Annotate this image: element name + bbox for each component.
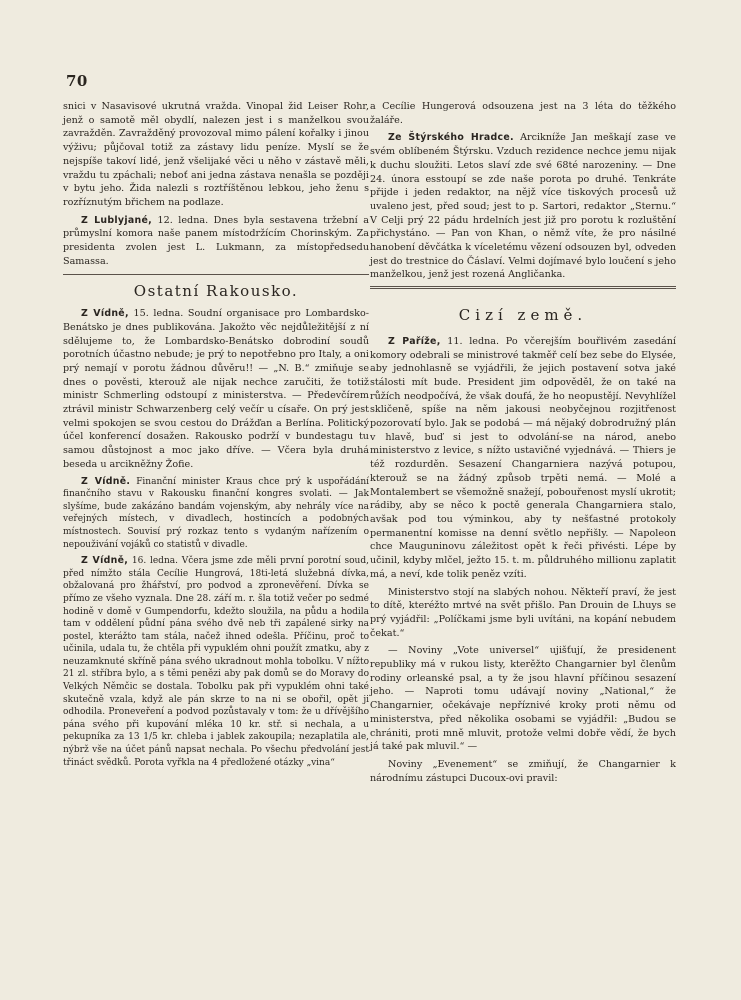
- dateline-place: Ze Štýrského Hradce.: [388, 132, 514, 144]
- article-paragraph: — Noviny „Vote universel“ ujišťují, že presidenent republiky má v rukou listy, kterěžto Changarnier byl členům rodiny orleanské psal, a ty že jsou hlavní příčinou sesazení jeho. — Naproti tomu udávají noviny „National,“ že Changarnier, očekávaje nepříznivé kroky proti němu od ministerstva, před několika osobami se vyjádřil: „Budou se chrániti, proti mně mluvit, protože velmi dobře vědí, že bych já také pak mluvil.“ —: [370, 645, 676, 753]
- article-paragraph: [63, 307, 369, 471]
- right-column: [370, 100, 676, 785]
- dateline-place: Z Vídně,: [81, 308, 129, 320]
- article-text: 16. ledna. Včera jsme zde měli první porotní soud, před nímžto stála Cecílie Hungrová, 18ti-letá služebná dívka, obžalovaná pro žhářství, pro podvod a zpronevěření. Dívka se přímo ze všeho vyznala. Dne 28. září m. r. šla totiž večer po sedmé hodině v domě v Gumpendorfu, kdežto sloužila, na půdu a hodila tam v oddělení půdní pána svého dvě neb tři zapálené sirky na postel, kterážto tam stála, načež ihned odešla. Příčinu, proč to učinila, udala tu, že chtěla při vypuklém ohni použít zmatku, aby z neuzamknuté skříně pána svého ukradnout mohla tobolku. V nížto 21 zl. stříbra bylo, a s těmi penězi aby pak domů se do Moravy do Velkých Němčic se dostala. Tobolku pak při vypuklém ohni také skutečně vzala, když ale pán skrze to na ni se obořil, opět ji odhodila. Proneveření a podvod pozůstavaly v tom: že u dřívějšího pána svého při kupování mléka 10 kr. stř. si nechala, a u pekupníka za 13 1/5 kr. chleba i jablek zakoupila; nezaplatila ale, nýbrž vše na účet pánů napsat nechala. Po všechu předvolání jest třináct svědků. Porota vyřkla na 4 předložené otázky „vina“: [63, 556, 369, 768]
- dateline-place: Z Vídně.: [81, 475, 131, 487]
- article-paragraph: snici v Nasavisové ukrutná vražda. Vinopal žid Leiser Rohr, jenž o samotě měl obydlí, nalezen jest i s manželkou svou zavražděn. Zavražděný provozoval mimo pálení kořalky i jinou výživu; půjčoval totiž za zástavy lidu peníze. Myslí se že nejspíše takoví lidé, jenž všelijaké věci u něho v zástavě měli, vraždu tu zpáchali; neboť ani jedna zástava nenašla se později v bytu jeho. Žida nalezli s roztříštěnou lebkou, jeho ženu s rozříznutým břichem na podlaze.: [63, 101, 369, 208]
- article-text: Finanční minister Kraus chce prý k uspořádání finančního stavu v Rakousku finanční kongres svolati. — Jak slyšíme, bude zakázáno bandám vojenským, aby nehrály více na veřejných místech, v divadlech, hostincích a podobných místnostech. Souvisí prý rozkaz tento s vydaným nařízením o nepouživání vojáků co statistů v divadle.: [63, 476, 369, 550]
- article-paragraph: [370, 131, 676, 282]
- page-number: 70: [66, 72, 88, 90]
- dateline-place: Z Vídně,: [81, 555, 129, 567]
- article-paragraph: [63, 214, 369, 269]
- article-text: Arcikníže Jan meškají zase ve svém oblíbeném Štýrsku. Vzduch rezidence nechce jemu nijak k duchu sloužiti. Letos slaví zde své 68té narozeniny. — Dne 24. února esstoupí se zde naše porota po druhé. Tenkráte přijde i jeden redaktor, na nějž více tiskových procesů už uvaleno jest, před soud; jest to p. Sartori, redaktor „Sternu.“ V Celji prý 22 pádu hrdelních jest již pro porotu k rozluštění přichystáno. — Pan von Khan, o němž víte, že pro násilné hanobení děvčátka k víceletému vězení odsouzen byl, odveden jest do trestnice do Čáslaví. Velmi dojímavé bylo loučení s jeho manželkou, jenž jest rozená Angličanka.: [370, 132, 676, 281]
- article-text: 11. ledna. Po včerejším bouřlivém zasedání komory odebrali se ministrové takměř celí bez sebe do Elysée, aby jednohlasně se vyjádřili, že jejich postavení sotva jaké stálosti mít bude. President jim odpověděl, že on také na růžích neodpočívá, že však doufá, že ho neopustějí. Nevyhlížel skličeně, spíše na něm jakousi neobyčejnou rozjitřenost pozorovatí bylo. Jak se podobá — má nějaký dobrodružný plán v hlavě, buď si jest to odvolání-se na národ, anebo ministerstvo z levice, s nížto ustavičné vyjednává. — Thiers je též rozdurděn. Sesazení Changarniera nazývá potupou, kterouž se na žádný způsob trpěti nemá. — Molé a Montalembert se všemožně snažejí, pobouřenost myslí ukrotit; rádiby, aby se něco k poctě generala Changarniera stalo, avšak pod tou výminkou, aby ty nešťastné protokoly permanentní komisse na denní světlo nepřišly. — Napoleon chce Mauguninovu záležitost opět k řeči přivésti. Lépe by učinil, kdyby mlčel, ježto 15. t. m. půldruhého millionu zaplatit má, a neví, kde tolik peněz vzíti.: [370, 335, 676, 580]
- left-column: [63, 100, 369, 769]
- article-paragraph: [370, 335, 676, 582]
- dateline-place: Z Paříže,: [388, 335, 441, 347]
- section-heading: Cizí země.: [458, 306, 588, 325]
- article-paragraph: [63, 555, 369, 769]
- article-text: 15. ledna. Soudní organisace pro Lombardsko-Benátsko je dnes publikována. Jakožto věc nejdůležitější z ní sdělujeme to, že Lombardsko-Benátsko dobrodiní soudů porotních účastno nebude; je prý to nepotřebno pro Italy, a oni prý nemají v porotu žádnou důvěru!! — „N. B.“ zmiňuje se dnes o pověsti, kterouž ale nijak nechce zaručiti, že totiž ministr Schmerling odstoupí z ministerstva. — Předevčírem ztrávil ministr Schwarzenberg celý večír u císaře. On prý jest velmi spokojen se svou cestou do Drážďan a Berlína. Politický účel konferencí dosažen. Rakousko podrží v bundestagu tu samou důstojnost a moc jako dříve. — Včera byla druhá beseda u arcikněžny Žofie.: [63, 308, 369, 470]
- article-paragraph: [63, 476, 369, 552]
- section-divider: [63, 274, 369, 275]
- article-paragraph: Ministerstvo stojí na slabých nohou. Někteří praví, že jest to dítě, kteréžto mrtvé na svět přišlo. Pan Drouin de Lhuys se prý vyjádřil: „Políčkami jsme byli uvítáni, na kopání nebudem čekat.“: [370, 586, 676, 639]
- section-heading: Ostatní Rakousko.: [133, 282, 299, 301]
- article-text: 12. ledna. Dnes byla sestavena tržební a průmyslní komora naše panem místodržícím Chorinským. Za presidenta zvolen jest L. Lukmann, za místopředsedu Samassa.: [63, 214, 369, 267]
- article-paragraph: a Cecílie Hungerová odsouzena jest na 3 léta do těžkého žaláře.: [370, 101, 676, 126]
- article-paragraph: Noviny „Evenement“ se zmiňují, že Changarnier k národnímu zástupci Ducoux-ovi pravil:: [370, 758, 676, 784]
- dateline-place: Z Lublyjané,: [81, 214, 152, 226]
- section-divider: [370, 286, 676, 289]
